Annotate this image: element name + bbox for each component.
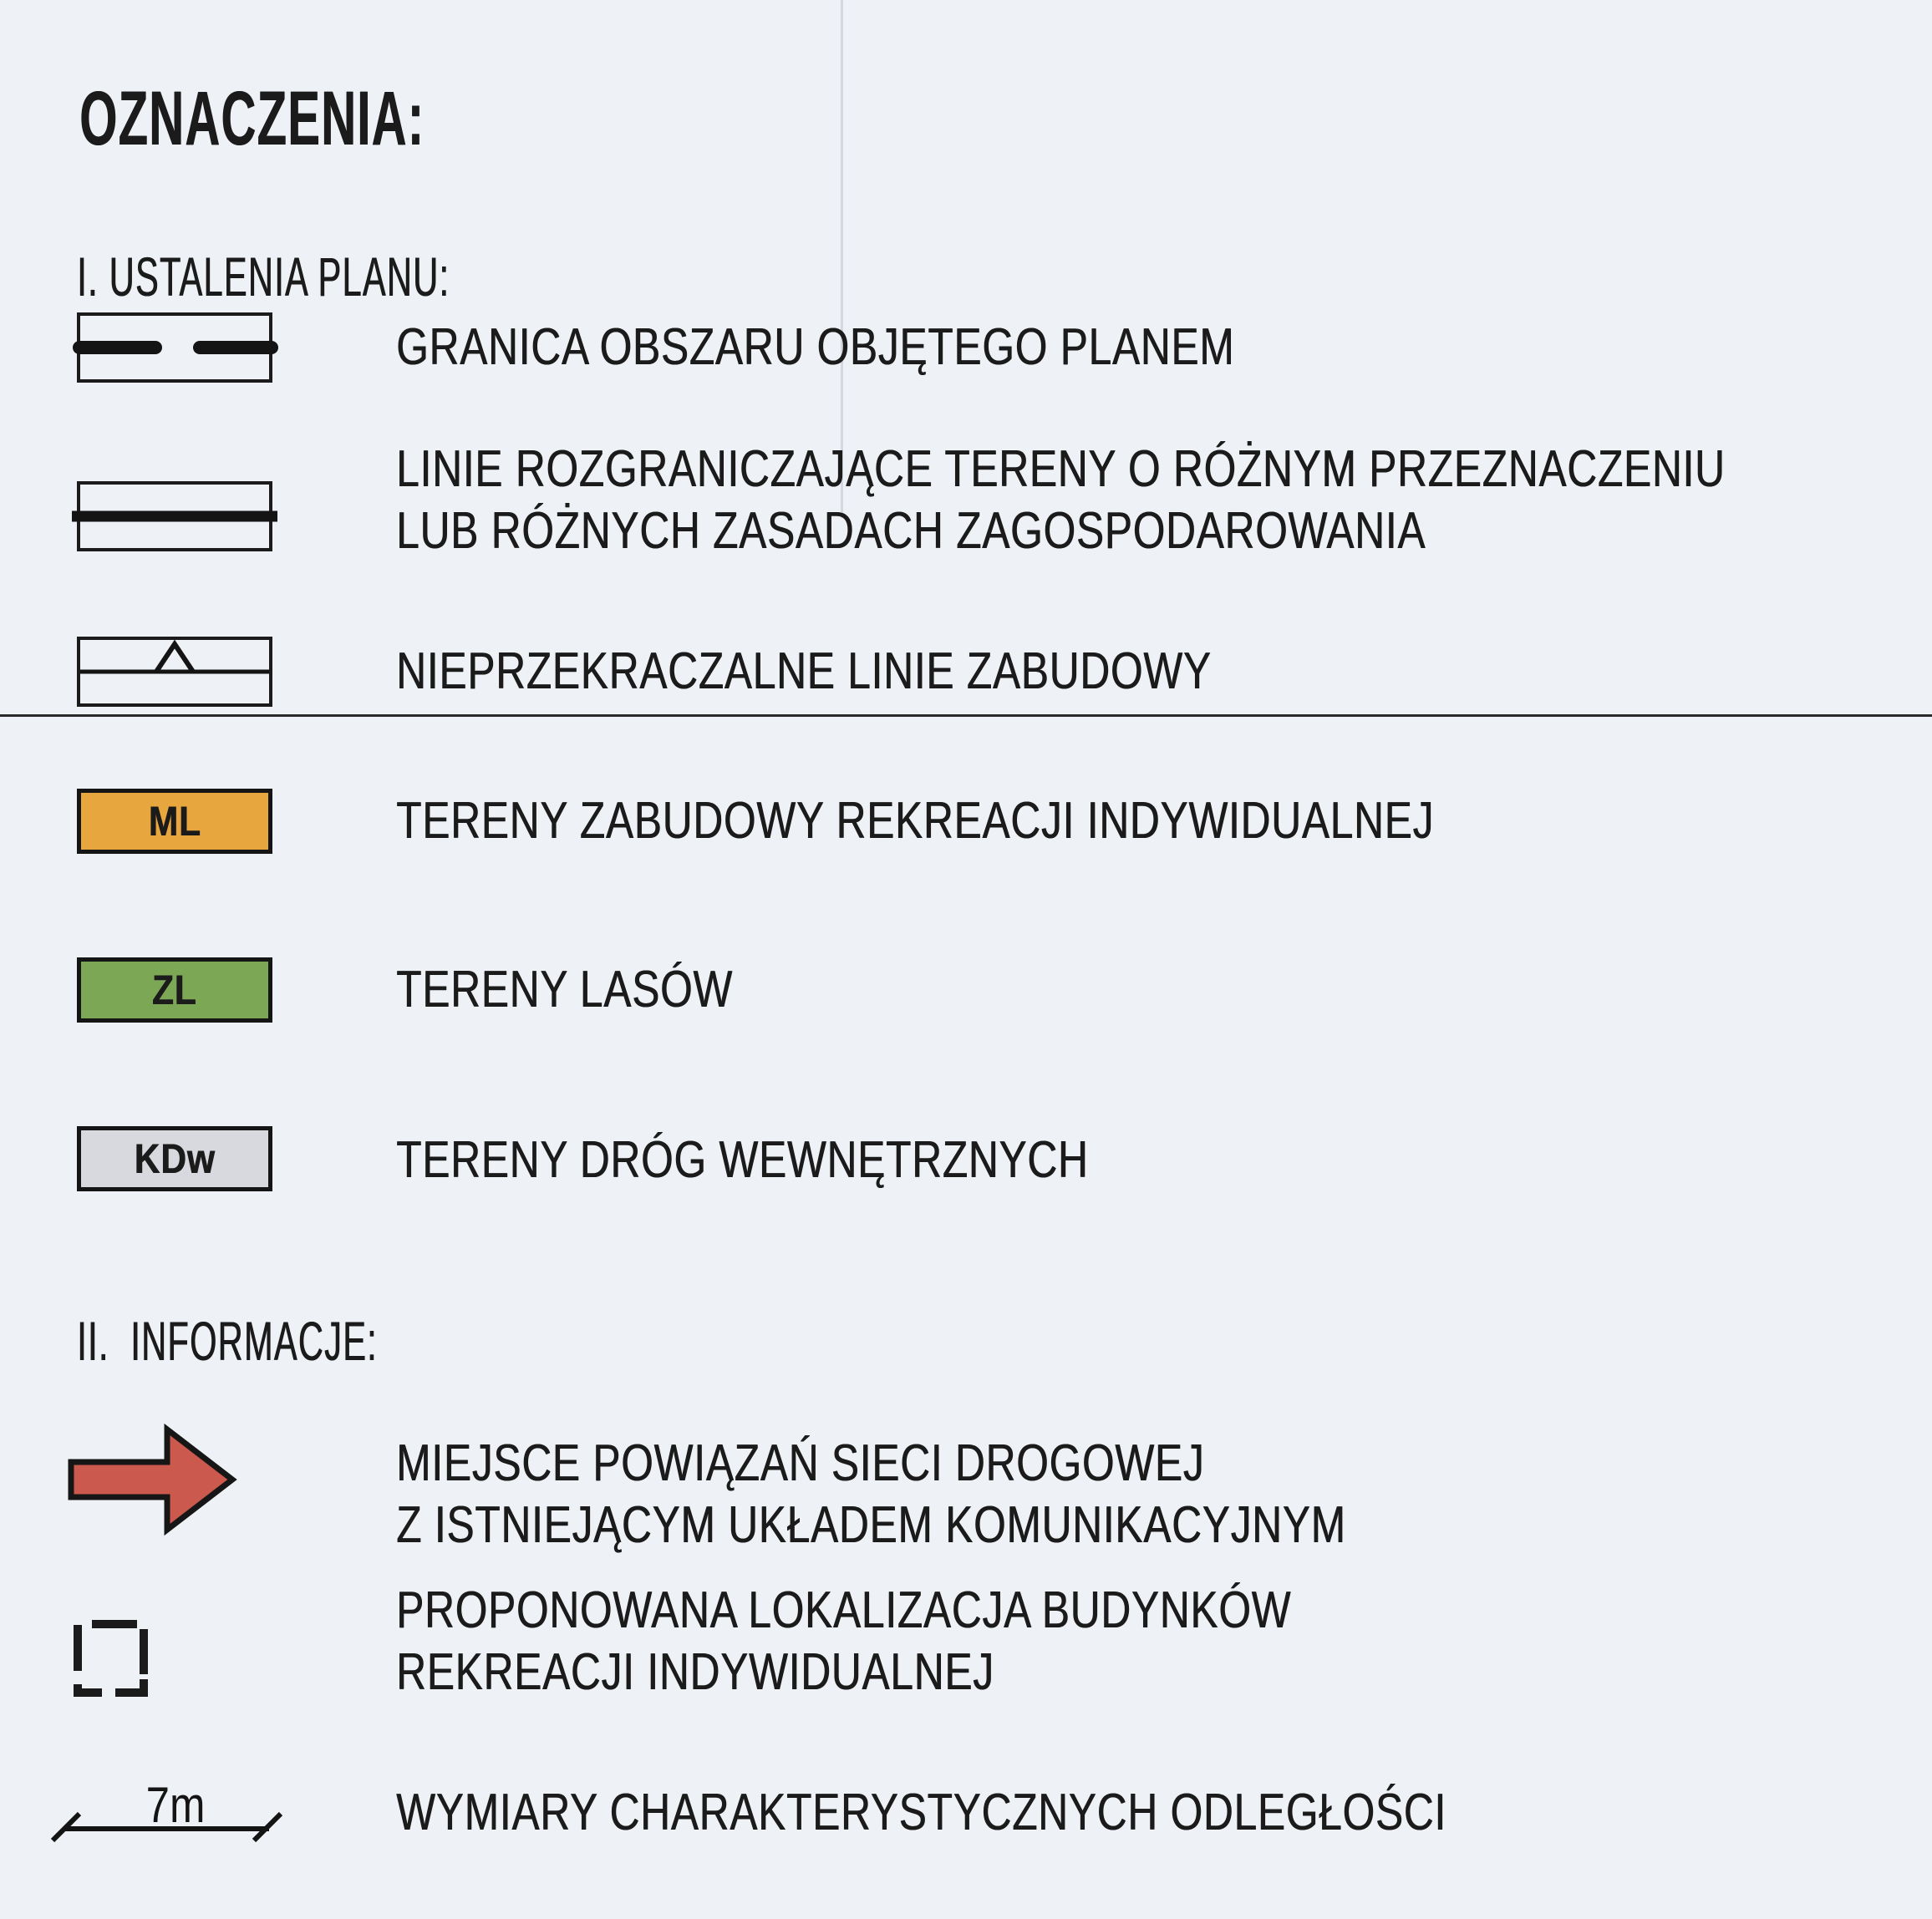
- proposed-building-label-line1: PROPONOWANA LOKALIZACJA BUDYNKÓW: [396, 1581, 1292, 1639]
- zone-box-kdw: [77, 1126, 272, 1191]
- section-divider-line: [0, 714, 1932, 717]
- plan-boundary-label: GRANICA OBSZARU OBJĘTEGO PLANEM: [396, 318, 1235, 376]
- dimension-line-icon: [42, 1775, 292, 1850]
- zone-code-ml: ML: [148, 798, 201, 845]
- section-info-heading: II. INFORMACJE:: [77, 1310, 378, 1372]
- proposed-building-label: [396, 1580, 1291, 1703]
- triangle-icon: [150, 640, 200, 673]
- boundary-dashed-line-icon: [73, 341, 278, 354]
- road-connection-label-line1: MIEJSCE POWIĄZAŃ SIECI DROGOWEJ: [396, 1434, 1205, 1492]
- plan-boundary-symbol: [77, 312, 272, 383]
- building-limit-symbol: [77, 637, 272, 707]
- dividing-lines-label-line1: LINIE ROZGRANICZAJĄCE TERENY O RÓŻNYM PRZEZNACZENIU: [396, 440, 1726, 498]
- dividing-lines-label: [396, 439, 1726, 562]
- road-connection-arrow-icon: [67, 1424, 237, 1537]
- zone-code-kdw: KDw: [134, 1135, 216, 1182]
- dividing-lines-label-line2: LUB RÓŻNYCH ZASADACH ZAGOSPODAROWANIA: [396, 502, 1426, 560]
- road-connection-label: [396, 1433, 1346, 1556]
- dimension-value-text: 7m: [145, 1777, 206, 1833]
- solid-line-icon: [72, 511, 277, 522]
- zone-ml-label: TERENY ZABUDOWY REKREACJI INDYWIDUALNEJ: [396, 792, 1434, 850]
- zone-code-zl: ZL: [152, 967, 197, 1013]
- road-connection-label-line2: Z ISTNIEJĄCYM UKŁADEM KOMUNIKACYJNYM: [396, 1496, 1346, 1554]
- zone-kdw-label: TERENY DRÓG WEWNĘTRZNYCH: [396, 1131, 1089, 1189]
- dimension-label: WYMIARY CHARAKTERYSTYCZNYCH ODLEGŁOŚCI: [396, 1784, 1446, 1841]
- zone-box-zl: [77, 957, 272, 1023]
- zone-zl-label: TERENY LASÓW: [396, 961, 733, 1018]
- proposed-building-label-line2: REKREACJI INDYWIDUALNEJ: [396, 1643, 994, 1701]
- dividing-lines-symbol: [77, 481, 272, 551]
- proposed-building-outline-icon: [67, 1616, 150, 1698]
- zone-box-ml: [77, 789, 272, 854]
- legend-title: OZNACZENIA:: [79, 76, 425, 161]
- building-limit-label: NIEPRZEKRACZALNE LINIE ZABUDOWY: [396, 642, 1212, 700]
- section-plan-heading: I. USTALENIA PLANU:: [77, 246, 450, 307]
